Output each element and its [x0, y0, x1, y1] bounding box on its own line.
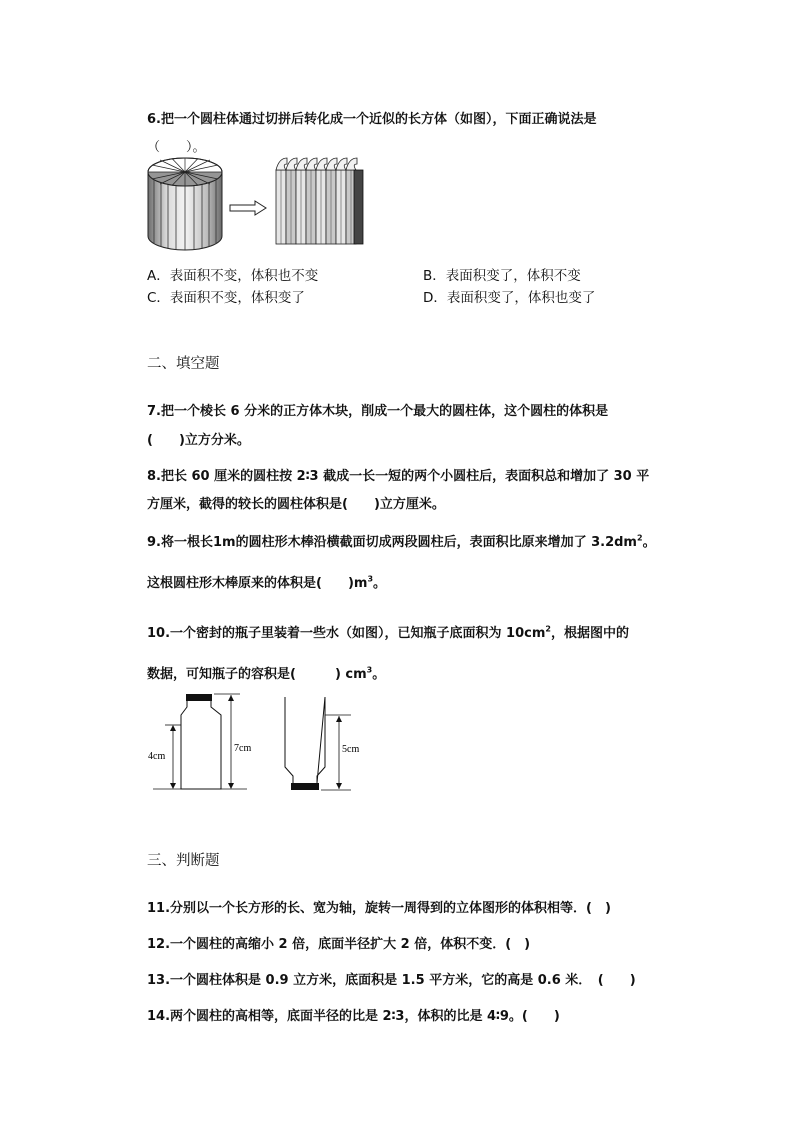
cuboid-slice-top [326, 158, 337, 170]
option-b[interactable]: B．表面积变了，体积不变 [423, 268, 581, 284]
q9-line2: 这根圆柱形木棒原来的体积是( )$m^3$。 [147, 574, 387, 591]
left-water-height-label: 4cm [148, 751, 166, 762]
cuboid-slices [276, 158, 357, 244]
bottle-upright [153, 694, 247, 789]
option-d[interactable]: D．表面积变了，体积也变了 [423, 290, 596, 306]
q8-line2: 方厘米，截得的较长的圆柱体积是( )立方厘米。 [147, 497, 445, 512]
q6-stem: 6.把一个圆柱体通过切拼后转化成一个近似的长方体（如图），下面正确说法是 [147, 112, 597, 127]
q11: 11.分别以一个长方形的长、宽为轴，旋转一周得到的立体图形的体积相等．( ) [147, 901, 611, 916]
cuboid-slice-top [316, 158, 327, 170]
q7-line2: ( )立方分米。 [147, 433, 250, 448]
q12: 12.一个圆柱的高缩小 2 倍，底面半径扩大 2 倍，体积不变．( ) [147, 937, 531, 952]
q9-line1: 9.将一根长1m的圆柱形木棒沿横截面切成两段圆柱后，表面积比原来增加了 $3.2dm^2$。 [147, 533, 656, 550]
q6-answer-paren: （ ）。 [147, 140, 206, 155]
q7-line1: 7.把一个棱长 6 分米的正方体木块，削成一个最大的圆柱体，这个圆柱的体积是 [147, 404, 609, 419]
cuboid-slice-top [336, 158, 347, 170]
q8-line1: 8.把长 60 厘米的圆柱按 2∶3 截成一长一短的两个小圆柱后，表面积总和增加了 30 平 [147, 469, 650, 484]
cuboid-slice-top [296, 158, 307, 170]
left-total-height-label: 7cm [234, 743, 252, 754]
cuboid-slice-top [306, 158, 317, 170]
option-c[interactable]: C．表面积不变，体积变了 [147, 290, 305, 306]
right-air-height-label: 5cm [342, 744, 360, 755]
section-heading-true-false: 三、判断题 [147, 853, 220, 869]
cuboid-slice-top [286, 158, 297, 170]
option-a[interactable]: A．表面积不变，体积也不变 [147, 268, 319, 284]
q10-line2: 数据，可知瓶子的容积是( ) $cm^3$。 [147, 665, 386, 682]
arrow-right-icon [229, 200, 267, 216]
q14: 14.两个圆柱的高相等，底面半径的比是 2∶3，体积的比是 4∶9。( ) [147, 1009, 560, 1024]
cuboid-slice-top [346, 158, 357, 170]
q10-line1: 10.一个密封的瓶子里装着一些水（如图），已知瓶子底面积为 $10cm^2$，根据图中的 [147, 624, 629, 641]
bottle-figure [145, 688, 365, 798]
cuboid-slice-top [276, 158, 287, 170]
q13: 13.一个圆柱体积是 0.9 立方米，底面积是 1.5 平方米，它的高是 0.6 米． ( ) [147, 973, 636, 988]
cylinder-figure [147, 156, 223, 252]
section-heading-fill-in: 二、填空题 [147, 356, 220, 372]
cuboid-figure [274, 156, 366, 246]
